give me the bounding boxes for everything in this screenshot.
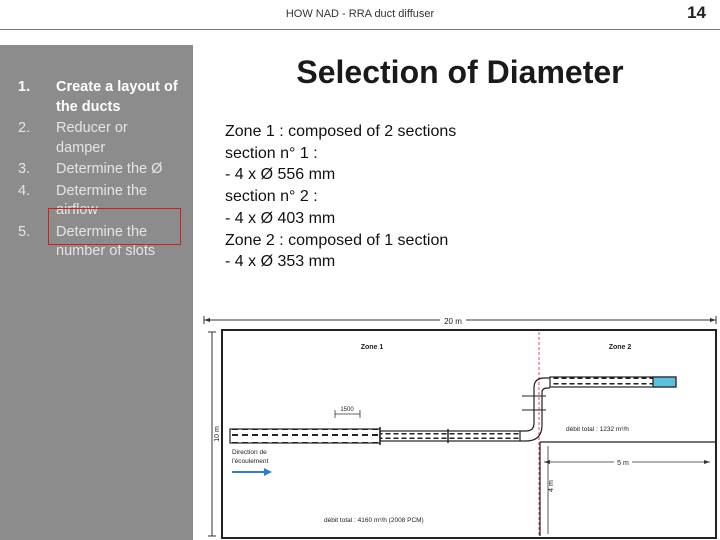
sidebar-item-label: Determine the Ø [56,161,163,177]
dimension-1500 [335,407,360,418]
zone1-label: Zone 1 [360,344,384,351]
section1-diameter: - 4 x Ø 556 mm [225,166,336,184]
zone2-width-label: 5 m [617,460,629,467]
header-divider [0,29,720,30]
sidebar-item-label: Determine the number of slots [56,223,156,259]
page-number: 14 [687,3,706,22]
section1-heading: section n° 1 : [225,144,318,162]
sidebar-item-number: 4. [18,182,31,199]
flow-direction-arrow [232,468,272,476]
sidebar-item-determine-diameter [0,160,193,180]
header [0,0,720,30]
room-height-dimension [208,332,221,536]
sidebar-item-create-layout [0,78,193,117]
zone2-label: Zone 2 [608,344,632,351]
zone2-depth-label: 4 m [548,480,555,492]
sidebar-item-reducer [0,119,193,158]
sidebar-item-label: Determine the airflow [56,182,148,218]
duct-riser [520,378,550,441]
zone1-heading: Zone 1 : composed of 2 sections [225,123,457,140]
overall-length-dimension [204,314,716,326]
sidebar-item-number: 1. [18,79,31,95]
zone1-duct-run [230,427,520,445]
sidebar-item-number: 5. [18,223,31,240]
zone2-heading: Zone 2 : composed of 1 section [225,231,449,249]
zone2-area [540,426,716,536]
slide-title: Selection of Diameter [296,54,624,90]
header-title: HOW NAD - RRA duct diffuser [285,8,435,20]
highlight-box [48,208,181,245]
dimension-1500-label: 1500 [340,407,354,413]
duct-layout-plan [200,306,720,540]
flow-direction-label-line2: l'écoulement [232,458,269,465]
total-flow-label: débit total : 4160 m³/h (2008 PCM) [324,517,424,524]
section2-diameter: - 4 x Ø 403 mm [225,209,336,227]
zone2-duct-run [550,377,676,387]
sidebar-item-label: Create a layout of the ducts [56,79,178,115]
sidebar-item-number: 2. [18,120,31,136]
zone2-diameter: - 4 x Ø 353 mm [225,253,336,271]
section2-heading: section n° 2 : [225,188,318,206]
zone2-flow-label: débit total : 1232 m³/h [566,426,629,433]
diameter-list [225,121,456,273]
overall-length-label: 20 m [444,317,462,326]
sidebar-item-number: 3. [18,161,31,177]
flow-direction-label-line1: Direction de [232,449,267,456]
sidebar-item-label: Reducer or damper [56,120,128,156]
room-height-label: 10 m [214,426,221,442]
